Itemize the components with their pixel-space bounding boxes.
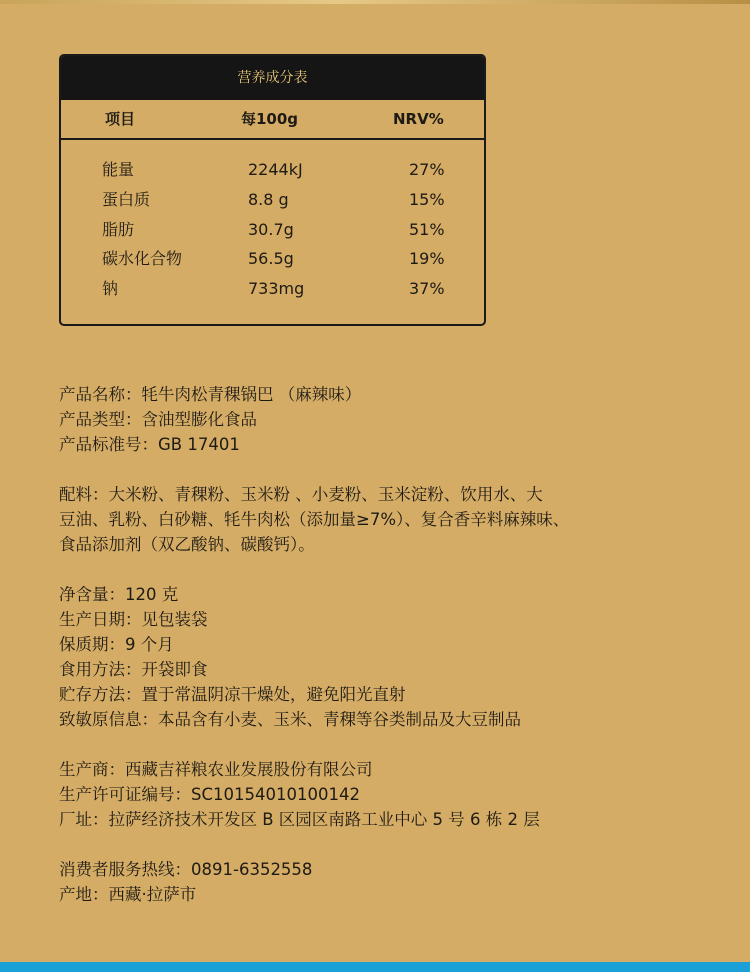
net-content: 净含量：120 克 — [59, 585, 179, 604]
header-nrv: NRV% — [393, 110, 444, 128]
row-item: 蛋白质 — [102, 190, 151, 209]
table-row — [61, 274, 484, 304]
row-item: 能量 — [102, 160, 135, 179]
row-nrv: 27% — [409, 160, 445, 179]
row-per-100g: 30.7g — [248, 220, 294, 239]
product-type: 产品类型：含油型膨化食品 — [59, 410, 257, 429]
product-name: 产品名称：牦牛肉松青稞锅巴 （麻辣味） — [59, 385, 362, 404]
product-standard: 产品标准号：GB 17401 — [59, 435, 240, 454]
allergen-info: 致敏原信息：本品含有小麦、玉米、青稞等谷类制品及大豆制品 — [59, 710, 521, 729]
product-info — [59, 382, 719, 907]
top-decorative-strip — [0, 0, 750, 4]
row-nrv: 15% — [409, 190, 445, 209]
nutrition-table — [59, 54, 486, 326]
row-item: 钠 — [102, 279, 119, 298]
row-item: 碳水化合物 — [102, 249, 183, 268]
production-license: 生产许可证编号：SC10154010100142 — [59, 785, 360, 804]
factory-address: 厂址：拉萨经济技术开发区 B 区园区南路工业中心 5 号 6 栋 2 层 — [59, 810, 540, 829]
spacer — [59, 557, 719, 582]
nutrition-table-header — [61, 100, 484, 140]
table-row — [61, 215, 484, 245]
row-nrv: 37% — [409, 279, 445, 298]
header-item: 项目 — [105, 110, 136, 128]
ingredients-line-2: 豆油、乳粉、白砂糖、牦牛肉松（添加量≥7%）、复合香辛料麻辣味、 — [59, 510, 570, 529]
usage-method: 食用方法：开袋即食 — [59, 660, 208, 679]
shelf-life: 保质期：9 个月 — [59, 635, 174, 654]
table-row — [61, 185, 484, 215]
service-hotline: 消费者服务热线：0891-6352558 — [59, 860, 313, 879]
row-per-100g: 56.5g — [248, 249, 294, 268]
row-per-100g: 733mg — [248, 279, 305, 298]
production-date: 生产日期：见包装袋 — [59, 610, 208, 629]
spacer — [59, 832, 719, 857]
ingredients-line-3: 食品添加剂（双乙酸钠、碳酸钙）。 — [59, 535, 315, 554]
row-per-100g: 2244kJ — [248, 160, 303, 179]
ingredients-line-1: 配料：大米粉、青稞粉、玉米粉 、小麦粉、玉米淀粉、饮用水、大 — [59, 485, 543, 504]
nutrition-table-title: 营养成分表 — [61, 56, 484, 100]
nutrition-table-body — [61, 140, 484, 310]
storage-method: 贮存方法：置于常温阴凉干燥处，避免阳光直射 — [59, 685, 406, 704]
row-nrv: 19% — [409, 249, 445, 268]
header-per-100g: 每100g — [241, 110, 299, 128]
place-of-origin: 产地：西藏·拉萨市 — [59, 885, 197, 904]
row-per-100g: 8.8 g — [248, 190, 289, 209]
manufacturer: 生产商：西藏吉祥粮农业发展股份有限公司 — [59, 760, 373, 779]
row-item: 脂肪 — [102, 220, 135, 239]
table-row — [61, 244, 484, 274]
table-row — [61, 155, 484, 185]
spacer — [59, 732, 719, 757]
spacer — [59, 457, 719, 482]
bottom-decorative-strip — [0, 962, 750, 972]
row-nrv: 51% — [409, 220, 445, 239]
